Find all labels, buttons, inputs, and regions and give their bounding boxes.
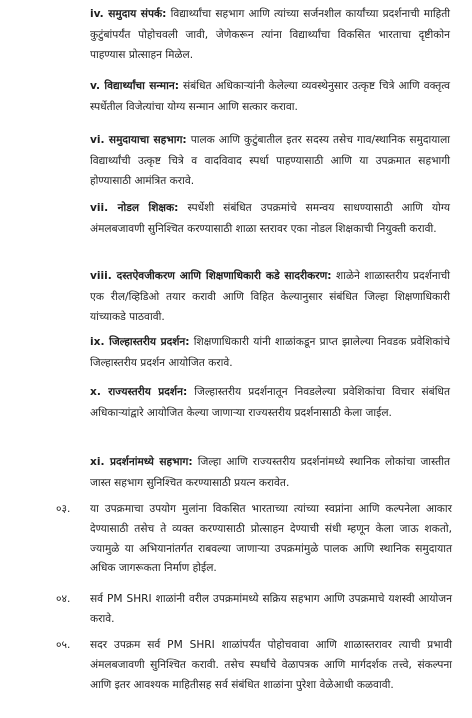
item-state-exhibition xyxy=(90,382,450,423)
point-text: सदर उपक्रम सर्व PM SHRI शाळांपर्यंत पोहोचवावा आणि शाळास्तरावर त्याची प्रभावी अंमलबजावणी सुनिश्चित करावी. तसेच स्पर्धांचे वेळापत्रक आणि मार्गदर्शक तत्त्वे, संकल्पना आणि इतर आवश्यक माहितीसह सर्व संबंधित शाळांना पुरेशा वेळेआधी कळवावी. xyxy=(90,639,452,691)
item-nodal-teacher xyxy=(90,198,450,239)
point-number: ०५. xyxy=(56,639,71,651)
item-text: शिक्षणाधिकारी यांनी शाळांकडून प्राप्त झालेल्या निवडक प्रवेशिकांचे जिल्हास्तरीय प्रदर्शन आयोजित करावे. xyxy=(90,336,450,369)
item-heading: viii. दस्तऐवजीकरण आणि शिक्षणाधिकारी कडे सादरीकरण: xyxy=(90,270,332,282)
item-exhibition-participation xyxy=(90,452,450,493)
item-heading: ix. जिल्हास्तरीय प्रदर्शन: xyxy=(90,336,190,348)
item-text: जिल्हा आणि राज्यस्तरीय प्रदर्शनांमध्ये स्थानिक लोकांचा जास्तीत जास्त सहभाग सुनिश्चित करण्यासाठी प्रयत्न करावेत. xyxy=(90,456,450,489)
item-text: जिल्हास्तरीय प्रदर्शनातून निवडलेल्या प्रवेशिकांचा विचार संबंधित अधिकाऱ्यांद्वारे आयोजित केल्या जाणाऱ्या राज्यस्तरीय प्रदर्शनासाठी केला जाईल. xyxy=(90,386,450,419)
item-text: पालक आणि कुटुंबातील इतर सदस्य तसेच गाव/स्थानिक समुदायाला विद्यार्थ्यांची उत्कृष्ट चित्रे व वादविवाद स्पर्धा पाहण्यासाठी आणि या उपक्रमात सहभागी होण्यासाठी आमंत्रित करावे. xyxy=(90,134,451,187)
item-heading: iv. समुदाय संपर्क: xyxy=(90,8,167,20)
item-text: शाळेने शाळास्तरीय प्रदर्शनाची एक रील/व्हिडिओ तयार करावी आणि विहित केल्यानुसार संबंधित जिल्हा शिक्षणाधिकारी यांच्याकडे पाठवावी. xyxy=(90,270,450,323)
item-district-exhibition xyxy=(90,332,450,373)
point-04 xyxy=(56,590,452,630)
point-number: ०३. xyxy=(56,503,71,515)
item-heading: v. विद्यार्थ्यांचा सन्मान: xyxy=(90,80,179,92)
item-heading: xi. प्रदर्शनांमध्ये सहभाग: xyxy=(90,456,193,468)
point-number: ०४. xyxy=(56,593,71,605)
item-text: विद्यार्थ्यांचा सहभाग आणि त्यांच्या सर्जनशील कार्यांच्या प्रदर्शनाची माहिती कुटुंबांपर्यंत पोहोचवली जावी, जेणेकरून त्यांना विद्यार्थ्यांचा विकसित भारताचा दृष्टीकोन पाहण्यास प्रोत्साहन मिळेल. xyxy=(90,8,451,61)
point-03 xyxy=(56,500,452,579)
item-student-honour xyxy=(90,76,450,117)
point-text: या उपक्रमाचा उपयोग मुलांना विकसित भारताच्या त्यांच्या स्वप्नांना आणि कल्पनेला आकार देण्यासाठी तसेच ते व्यक्त करण्यासाठी प्रोत्साहन देण्याची संधी म्हणून केला जाऊ शकतो, ज्यामुळे या अभियानांतर्गत राबवल्या जाणाऱ्या उपक्रमांमुळे पालक आणि स्थानिक समुदायात अधिक जागरूकता निर्माण होईल. xyxy=(90,503,452,575)
point-text: सर्व PM SHRI शाळांनी वरील उपक्रमांमध्ये सक्रिय सहभाग आणि उपक्रमाचे यशस्वी आयोजन करावे. xyxy=(90,593,452,625)
item-heading: vii. नोडल शिक्षक: xyxy=(90,202,179,214)
item-text: संबंधित अधिकाऱ्यांनी केलेल्या व्यवस्थेनुसार उत्कृष्ट चित्रे आणि वक्तृत्व स्पर्धेतील विजेत्यांचा योग्य सन्मान आणि सत्कार करावा. xyxy=(90,80,450,113)
item-documentation xyxy=(90,266,450,328)
item-heading: vi. समुदायाचा सहभाग: xyxy=(90,134,187,146)
item-heading: x. राज्यस्तरीय प्रदर्शन: xyxy=(90,386,188,398)
item-community-outreach xyxy=(90,4,450,66)
item-text: स्पर्धेशी संबंधित उपक्रमांचे समन्वय साधण्यासाठी आणि योग्य अंमलबजावणी सुनिश्चित करण्यासाठी शाळा स्तरावर एका नोडल शिक्षकाची नियुक्ती करावी. xyxy=(90,202,450,235)
item-community-participation xyxy=(90,130,450,192)
point-05 xyxy=(56,636,452,695)
